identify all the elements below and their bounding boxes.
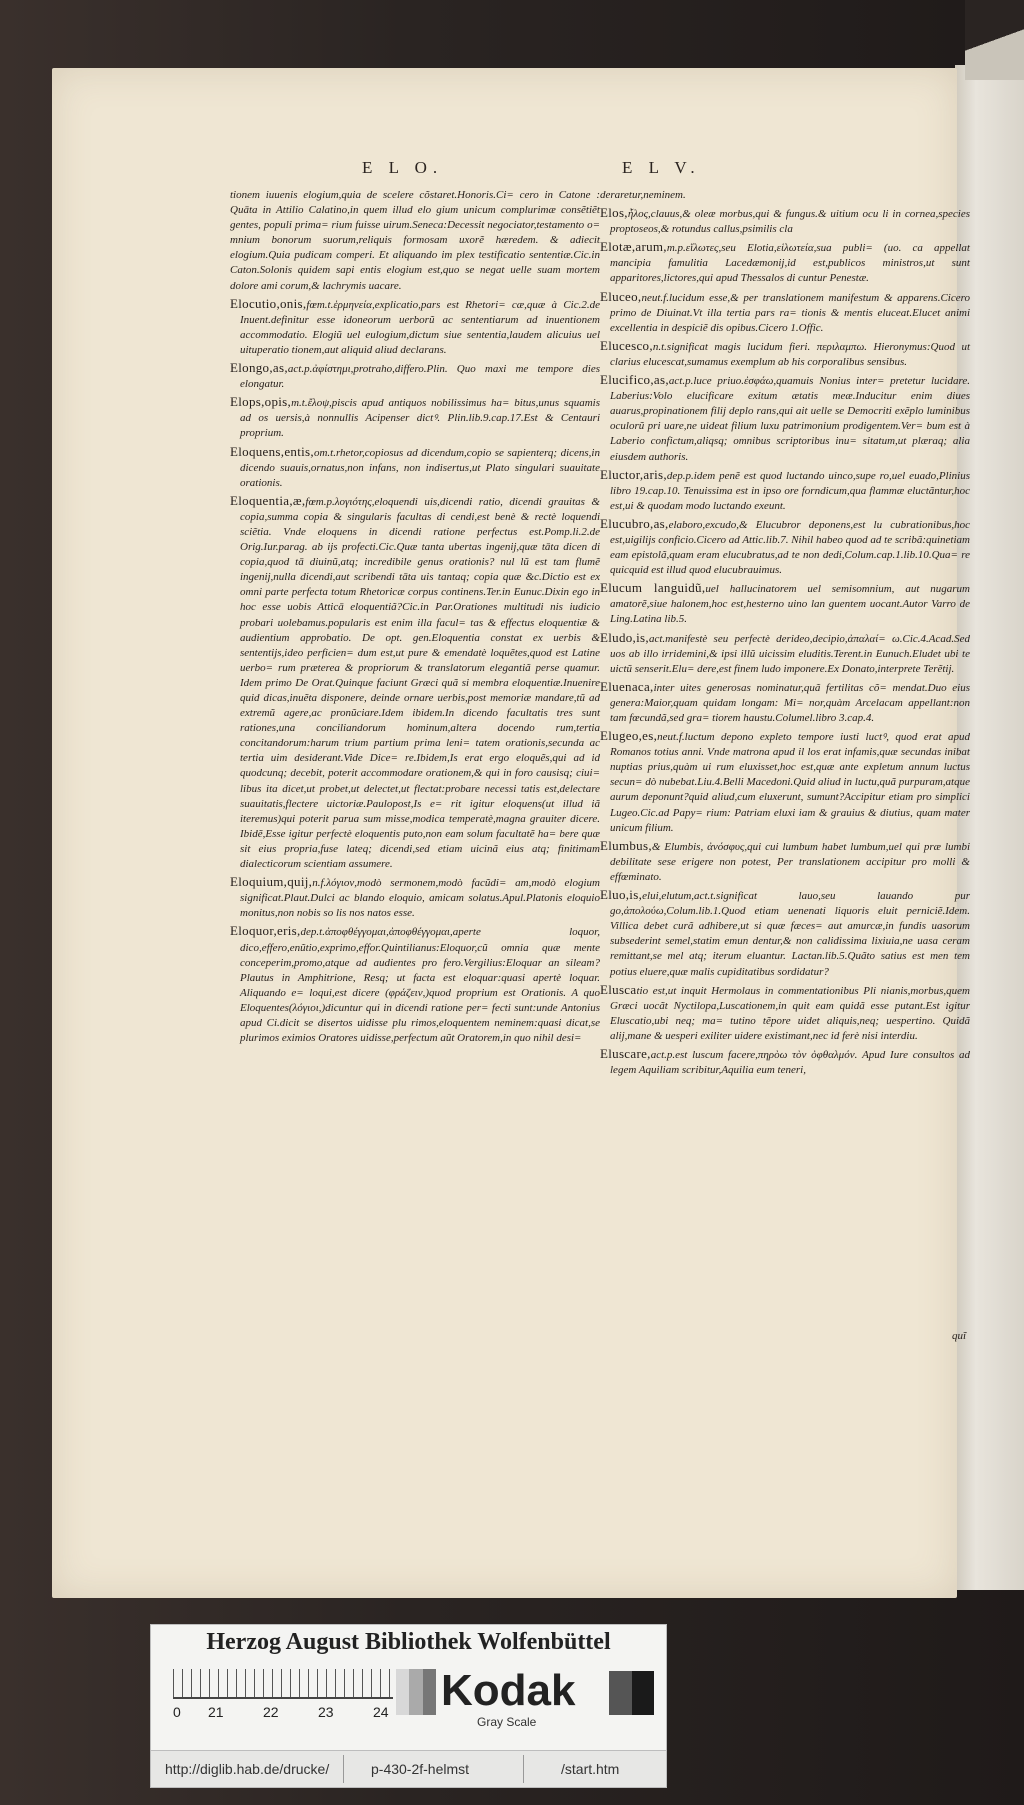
footer-id: p-430-2f-helmst (371, 1761, 470, 1777)
entry-text: ἧλος,clauus,& oleæ morbus,qui & fungus.& uitium ocu li in cornea,species proptoseos,& rotundus callus,psimilis cla (610, 208, 970, 236)
running-header (52, 158, 957, 184)
right-column (600, 188, 970, 1080)
dictionary-entry (600, 467, 970, 514)
entry-headword: Eloquentia,æ, (230, 492, 306, 508)
entry-headword: Elucesco, (600, 337, 653, 353)
entry-text: tio est,ut inquit Hermolaus in commentationibus Pli nianis,morbus,quem Græci uocãt Nyctilopa,Luscationem,in quit eam quidã esse putant.Est igitur Eluscatio,ubi neq; ma= tutino tẽpore uidet aliquis,neq; uespertino. Quidã alij,mane & uesperi exiliter uidere existimant,nec id ferè nisi interdiu. (610, 984, 970, 1042)
dictionary-entry (600, 580, 970, 627)
color-calibration-bar (150, 1624, 667, 1788)
dictionary-entry (230, 394, 600, 441)
page-corner (965, 0, 1024, 80)
dictionary-entry (230, 444, 600, 491)
dictionary-entry (600, 338, 970, 370)
scale-ticks (173, 1669, 393, 1699)
entry-headword: Eloquens,entis, (230, 443, 314, 459)
gray-patches (396, 1669, 436, 1715)
entry-text: neut.f.lucidum esse,& per translationem manifestum & apparens.Cicero primo de Diuinat.Vt illa tertia pars ra= tionis & mentis eluceat.Elucet animi excellentia in despiciẽ dis opibus.Cicero 1.Offic. (610, 291, 970, 334)
header-right: E L V. (622, 158, 701, 177)
entry-text: act.p.ἀφίστημι,protraho,differo.Plin. Quo maxi me tempore dies elongatur. (240, 363, 600, 391)
entry-headword: Eluscare, (600, 1045, 651, 1061)
library-name: Herzog August Bibliothek Wolfenbüttel (206, 1629, 611, 1655)
dictionary-entry (600, 838, 970, 885)
dictionary-entry (600, 630, 970, 677)
header-left: E L O. (362, 158, 444, 177)
entry-headword: Eludo,is, (600, 629, 649, 645)
entry-text: tionem iuuenis elogium,quia de scelere cõstaret.Honoris.Ci= cero in Catone : Quāta in Attilio Calatino,in quem illud elo gium unicum complurimæ consẽtiẽt gentes, populi prima= rium fuisse uirum.Seneca:Decessit negociator,testamento o= mnium bonorum suorum,reliquis formosam uxorẽ hæredem. & adiecit elogium.Quia pudicam comperi. Et aliquando im plex testificatio sententiæ.Cic.in Caton.Solonis quidem sapi entis elogium est,quo se negat uelle suam mortem dolore ami corum,& lachrymis uacare. (230, 189, 600, 292)
dictionary-entry (600, 188, 970, 203)
scale-number: 22 (263, 1704, 279, 1720)
bar-footer (151, 1750, 666, 1787)
dictionary-entry (600, 516, 970, 578)
entry-text: uel hallucinatorem uel semisomnium, aut nugarum amatorẽ,siue halonem,hoc est,hesterno uino lan guentem uocant.Autor Varro de Ling.Latina lib.5. (610, 583, 970, 626)
entry-headword: Elucubro,as, (600, 515, 669, 531)
entry-headword: Eluctor,aris, (600, 466, 667, 482)
kodak-logo: Kodak (441, 1666, 576, 1715)
entry-text: & Elumbis, ἀνόσφυς,qui cui lumbum habet lumbum,uel qui præ lumbi debilitate sese erigere non potest, Per translationem accipitur pro molli & effœminato. (610, 840, 970, 883)
entry-headword: Eluenaca, (600, 678, 654, 694)
entry-text: fœm.t.ἑρμηνεία,explicatio,pars est Rhetori= cæ,quæ à Cic.2.de Inuent.definitur esse idoneorum uerborũ ac sententiarum ad inuentionem accommodatio. Elogiũ uel eulogium,dictum siue sententia,laudem alicuius uel uituperatio tionem,aut aliquid aliud declarans. (240, 298, 600, 356)
entry-headword: Elotæ,arum, (600, 239, 667, 255)
entry-text: dep.p.idem penẽ est quod luctando uinco,supe ro,uel euado,Plinius libro 19.cap.10. Tenuissima est in ipso ore forndicum,qua flammæ eluctãntur,hoc est,ui & quodam modo luctando exeunt. (610, 469, 970, 512)
dictionary-entry (600, 205, 970, 237)
entry-headword: Elucifico,as, (600, 372, 669, 388)
entry-text: elui,elutum,act.t.significat lauo,seu lauando pur go,ἀπολούω,Colum.lib.1.Quod etiam uenenati liquoris eluit perniciẽ.Idem. Villica debet curã adhibere,ut si quæ fæces= aut amurcæ,in fundis uasorum subsederint semel,statim emun dentur,& non calidissima lixiuia,ne uasa ceram remittant,se mel atq; iterum eluantur. Lactan.lib.5.Quãto satius est men tem potius eluere,quæ malis cupiditatibus sordidatur? (610, 890, 970, 978)
entry-text: inter uites generosas nominatur,quã fertilitas cõ= mendat.Duo eius genera:Maior,quam quidam longam: Mi= nor,quàm Arcelacam appellant:non tam fœcundã,sed gra= tiorem haustu.Columel.libro 3.cap.4. (610, 681, 970, 724)
entry-headword: Eloquium,quij, (230, 874, 313, 890)
dictionary-entry (230, 493, 600, 872)
book-page (52, 68, 970, 1598)
entry-text: fœm.p.λογιότης,eloquendi uis,dicendi ratio, dicendi grauitas & copia,summa copia & singularis facultas di cendi,est benè & rectè loquendi sciẽtia. Vnde eloquens in dicendi ratione perfectus est.Pomp.li.2.de Orig.Iur.parag. ab ijs profecti.Cic.Quæ tanta ubertas ingenij,quæ tāta dicen di copia,quod tā diuinũ,atq; incredibile genus orationis? nul lũ est tam flumẽ ingenij,nulla dicendi,aut scribendi tāta uis tantaq; copia quæ &c.Dictio est ex omni parte perfecta totum Rhetoricæ corpus continens.Ter.in Eunuc.Dixin ego in hoc esse uobis Atticā eloquentiã?Cic.in Par.Orationes multitudi nis iudicio probari uolebamus.popularis est enim illa facul= tas & effectus eloquentiæ & audientium approbatio. De opt. gen.Eloquentia constat ex uerbis & sententijs,ideo perficien= dum est,ut pure & emendatè loquẽtes,quod est Latine uerbo= rum præterea & propriorum & translatorum elegantiã perse quamur. Idem primo De Orat.Quinque faciunt Græci quã si membra eloquentiæ.Inuenire quid dicas,inuẽta disponere, deinde ornare uerbis,post memoriæ mandare,tũ ad extremũ agere,ac pronũciare.Idem ibidem.In dicendo facultatis tres sunt rationes,una conciliandorum hominum,altera docendo rum,tertia concitandorum:harum trium partium prima leni= tatem orationis,secunda ac tertia uim desiderant.Vide Dice= re.Ibidem,Is erat ergo eloquẽs,qui ad id quodcunq; decebit, poterit accommodare orationem,& qui in foro causisq; ciui= libus ita dicet,ut probet,ut delectet,ut flectat:probare necessi tatis est,delectare suauitatis,flectere uictoriæ.Paulopost,Is e= rit igitur eloquens(ut illud iã iteremus)qui poterit parua sum misse,modica temperatè,magna grauiter dicere. Ibidẽ,Esse igitur perfectè eloquentis puto,non eam solum facultatẽ ha= bere quæ sit eius propria,fuse lateq; dicendi,sed etiam uicinã eius atq; finitimam dialecticorum scientiam assumere. (240, 495, 600, 871)
dictionary-entry (600, 372, 970, 465)
scale-number: 21 (208, 1704, 224, 1720)
left-column (230, 188, 600, 1048)
entry-text: elaboro,excudo,& Elucubror deponens,est lu cubrationibus,hoc est,uigilijs conficio.Cicero ad Attic.lib.7. Nihil habeo quod ad te scribã:quinetiam eam epistolã,quam eram elucubratus,ad te non dedi,Colum.cap.1.lib.10.Qua= re quicquid est illud quod elucubrauimus. (610, 518, 970, 577)
entry-text: n.f.λόγιον,modò sermonem,modò facũdi= am,modò elogium significat.Plaut.Dulci ac blando eloquio, amicam solatus.Apul.Platonis eloquio monitus,non nobis so lis nos natos esse. (240, 877, 600, 920)
dictionary-entry (600, 679, 970, 726)
dictionary-entry (230, 188, 600, 294)
entry-text: om.t.rhetor,copiosus ad dicendum,copio se sapienterq; dicens,in dicendo suauis,ornatus,non infans, non indisertus,ut Plato singulari suauitate orationis. (240, 446, 600, 489)
scale-number: 24 (373, 1704, 389, 1720)
entry-headword: Elugeo,es, (600, 728, 658, 744)
dictionary-entry (230, 874, 600, 921)
entry-headword: Elumbus, (600, 837, 652, 853)
entry-text: act.manifestè seu perfectè derideo,decipio,ἀπαλαί= ω.Cic.4.Acad.Sed uos ab illo irridemini,& ipsi illũ uicissim eluditis.Terent.in Eunuch.Eludet ubi te uictũ senserit.Elu= dere,est finem ludo imponere.Ex Donato,interprete Terẽtij. (610, 632, 970, 675)
dictionary-entry (600, 982, 970, 1044)
dictionary-entry (230, 296, 600, 358)
entry-headword: Elocutio,onis, (230, 295, 307, 311)
entry-text: m.p.εἵλωτες,seu Elotia,εἱλωτεία,sua publi= (uo. ca appellat mancipia famulitia Lacedæmonij,id est,publicos ministros,ut sunt apparitores,lictores,qui apud Thessalos di cuntur Penestæ. (610, 242, 970, 285)
dictionary-entry (600, 1046, 970, 1078)
entry-headword: Eloquor,eris, (230, 923, 301, 939)
entry-headword: Elongo,as, (230, 360, 288, 376)
footer-url: http://diglib.hab.de/drucke/ (165, 1761, 330, 1777)
catchword: quĩ (952, 1330, 967, 1342)
dictionary-entry (600, 239, 970, 286)
footer-file: /start.htm (561, 1761, 620, 1777)
entry-text: m.t.ἔλοψ,piscis apud antiquos nobilissimus ha= bitus,unus squamis ad os uersis,à nonnullis Acipenser dictꝰ. Plin.lib.9.cap.17.Est & Centauri proprium. (240, 397, 600, 440)
dictionary-entry (230, 360, 600, 392)
entry-text: neut.f.luctum depono expleto tempore iusti luctꝰ, quod erat apud Romanos totius anni. Vnde matrona apud il los erat infamis,quæ secundas inibat nuptias prius,quàm ui rum eluxisset,hoc est,quæ ante expletum annum luctus secun= dò nubebat.Liu.4.Belli Macedoni.Quid aliud in luctu,quã purpuram,atque aurum deponunt?quid aliud,cum eluxerunt, sumunt?Accipitur etiam pro simplici Lugeo.Cic.ad Papy= rium: Patriam eluxi iam & grauius & diutius, quam mater unicum filium. (610, 731, 970, 834)
entry-text: n.t.significat magis lucidum fieri. περιλαμπω. Hieronymus:Quod ut clarius elucescat,sumamus exemplum ab his corporalibus sensibus. (610, 340, 970, 368)
entry-text: act.p.luce priuo.ἐσφάω,quamuis Nonius inter= pretetur lucidare. Laberius:Volo elucificare exitum ætatis meæ.Inducitur enim diues auarus,propinationem filij deplo rans,qui ait uelle se Democriti exẽplo luminibus oculorũ pri uare,ne uideat filium luxu patrimonium prodigentem.Ver= bum est à Laberio confictum,aliqsq; omnibus scriptoribus inu= sitatum,ut plæraq; alia eiusdem authoris. (610, 375, 970, 463)
entry-headword: Elops,opis, (230, 394, 292, 410)
dictionary-entry (600, 887, 970, 980)
entry-text: dep.t.ἀποφθέγγομαι,ἀποφθέγγομαι,aperte loquor, dico,effero,enũtio,exprimo,effor.Quintilianus:Eloquor,cũ omnia quæ mente conceperim,promo,atque ad audientes pro fero.Vergilius:Eloquar an sileam?Plautus in Amphitrione, Resq; ut facta est eloquar:quasi apertè loquar. Aliquando e= loqui,est dicere (φράζειν,)quod proprium est Orationis. A quo Eloquentes(λόγιοι,)dicuntur qui in dicendi ratione per= fecti sunt:unde Antonius apud Ci.dicit se disertos uidisse plu rimos,eloquentem neminem:quasi dicat,se plurimos eximios Oratores uidisse,perfectum aũt Oratorem,in quo nihil desi= (240, 926, 600, 1045)
entry-headword: Elucum languidũ, (600, 580, 706, 596)
dictionary-entry (600, 289, 970, 336)
dark-patches (609, 1671, 654, 1715)
entry-headword: Eluo,is, (600, 887, 643, 903)
entry-headword: Eluceo, (600, 288, 642, 304)
gray-scale-label: Gray Scale (477, 1715, 537, 1729)
scale-number: 0 (173, 1704, 181, 1720)
entry-text: deraretur,neminem. (600, 189, 686, 201)
dictionary-entry (230, 923, 600, 1046)
entry-headword: Elos, (600, 205, 628, 221)
dictionary-entry (600, 728, 970, 836)
scale-number: 23 (318, 1704, 334, 1720)
entry-text: act.p.est luscum facere,πηρὸω τὸν ὀφθαλμόν. Apud Iure consultos ad legem Aquiliam scribitur,Aquilia eum teneri, (610, 1048, 970, 1077)
entry-headword: Elusca (600, 981, 637, 997)
